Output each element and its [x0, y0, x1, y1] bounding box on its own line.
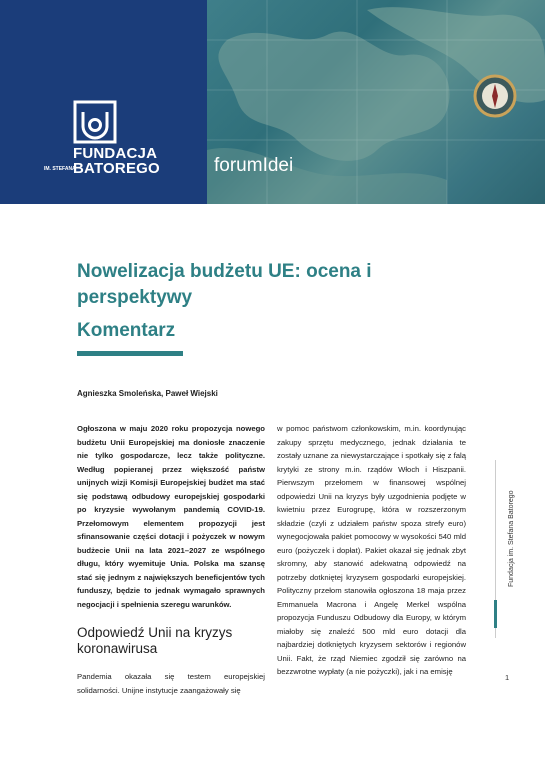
lead-paragraph	[77, 422, 265, 611]
compass-icon	[475, 76, 515, 116]
org-prefix: IM. STEFANA	[44, 166, 76, 172]
article-type: Komentarz	[77, 320, 176, 341]
sidebar-accent	[494, 600, 497, 628]
map-image	[207, 0, 545, 204]
series-name: forumIdei	[214, 155, 294, 176]
org-name-line1: FUNDACJA	[73, 145, 158, 162]
body-column-2: w pomoc państwom członkowskim, m.in. koordynując zakupy sprzętu medycznego, jednak działania te zostały uznane za niewystarczające i spotkały się z falą krytyki ze strony m.in. rządów Włoch i Hiszpanii. Pierwszym przełomem w finansowej wspólnej odpowiedzi Unii na kryzys były uzgodnienia podjęte w kwietniu przez Eurogrupę, która w rozszerzonym składzie (czyli z udziałem państw spoza strefy euro) wynegocjowała pakiet pomocowy w wysokości 540 mld euro (pożyczek i dopłat). Pakiet okazał się jednak zbyt skromny, aby stanowić adekwatną odpowiedź na potrzeby dotkniętej kryzysem gospodarki europejskiej. Polityczny przełom stanowiła ogłoszona 18 maja przez Emmanuela Macrona i Angelę Merkel wspólna propozycja Funduszu Odbudowy dla Europy, w którym miałoby się znaleźć 500 mld euro dotacji dla najbardziej dotkniętych kryzysem sektorów i regionów Unii. Fakt, że rząd Niemiec zgodził się zarówno na bezzwrotne wypłaty (a nie pożyczki), jak i na emisję	[277, 424, 466, 676]
body-column-1: Pandemia okazała się testem europejskiej solidarności. Unijne instytucje zaangażowały się	[77, 672, 265, 695]
authors: Agnieszka Smoleńska, Paweł Wiejski	[77, 389, 218, 398]
lead-text: Ogłoszona w maju 2020 roku propozycja nowego budżetu Unii Europejskiej ma doniosłe znaczenie nie tylko gospodarcze, lecz także polityczne. Według popieranej przez większość państw unijnych wizji Komisji Europejskiej budżet ma stać się podstawą odbudowy europejskiej gospodarki po kryzysie wywołanym pandemią COVID-19. Przełomowym elementem propozycji jest sfinansowanie części dotacji i pożyczek w nowym budżecie Unii na lata 2021–2027 ze wspólnego długu, który wyemituje Unia. Polska ma szansę stać się jednym z największych beneficjentów tych funduszy, będzie to jednak wymagało sprawnych negocjacji i spełnienia szeregu warunków.	[77, 424, 265, 609]
title-rule	[77, 351, 183, 356]
logo-wordmark	[73, 146, 160, 176]
section-heading: Odpowiedź Unii na kryzys koronawirusa	[77, 625, 233, 656]
article-title: Nowelizacja budżetu UE: ocena i perspektywy	[77, 261, 372, 308]
foundation-logo-icon	[73, 100, 117, 149]
page-header	[0, 0, 545, 204]
sidebar-label: Fundacja im. Stefana Batorego	[508, 490, 515, 587]
org-name-line2: BATOREGO	[73, 160, 160, 177]
logo-panel	[0, 0, 207, 204]
page-number: 1	[505, 673, 510, 682]
